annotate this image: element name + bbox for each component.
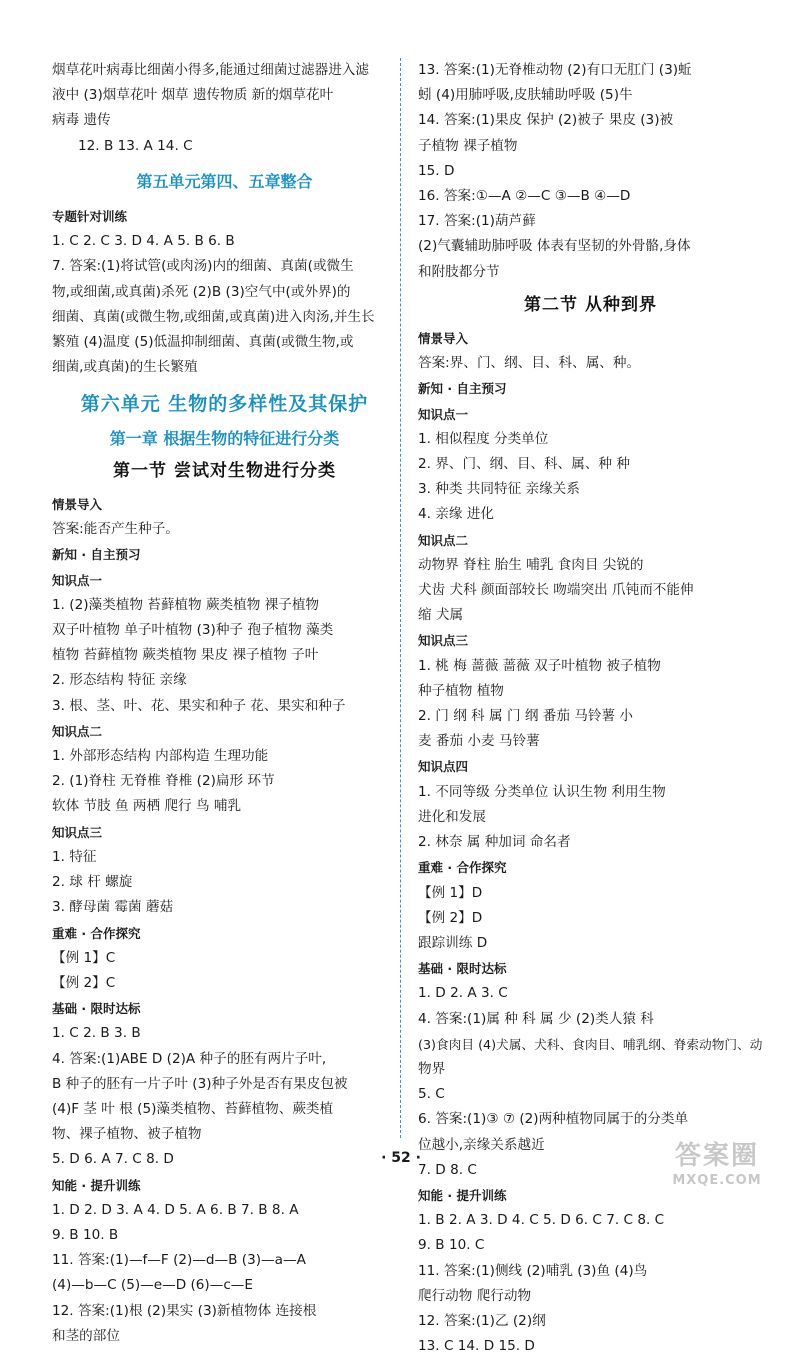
answer-line: B 种子的胚有一片子叶 (3)种子外是否有果皮包被 (52, 1075, 348, 1092)
unit-heading: 第六单元 生物的多样性及其保护 (80, 393, 369, 416)
answer-line: 3. 根、茎、叶、花、果实和种子 花、果实和种子 (52, 697, 346, 714)
answer-line: 【例 1】D (418, 884, 483, 901)
column-divider (400, 58, 401, 1138)
section-label: 知识点四 (418, 759, 469, 775)
answer-line: 爬行动物 爬行动物 (418, 1287, 532, 1304)
watermark-url: MXQE.COM (672, 1173, 762, 1188)
answer-line: 15. D (418, 162, 455, 179)
watermark-text: 答案圈 (674, 1141, 759, 1171)
answer-line: 13. 答案:(1)无脊椎动物 (2)有口无肛门 (3)蚯 (418, 62, 692, 78)
answer-line: 1. 特征 (52, 848, 97, 865)
answer-line: 【例 2】C (52, 974, 116, 991)
answer-line: 【例 2】D (418, 909, 483, 926)
answer-line: 双子叶植物 单子叶植物 (3)种子 孢子植物 藻类 (52, 622, 334, 639)
answer-line: 植物 苔藓植物 蕨类植物 果皮 裸子植物 子叶 (52, 647, 319, 664)
answer-line: 物界 (418, 1060, 446, 1077)
answer-line: 12. 答案:(1)乙 (2)纲 (418, 1312, 546, 1329)
section-label: 情景导入 (418, 331, 469, 347)
answer-line: 1. D 2. A 3. C (418, 985, 508, 1002)
answer-line: 2. 门 纲 科 属 门 纲 番茄 马铃薯 小 (418, 708, 633, 725)
answer-line: (4)—b—C (5)—e—D (6)—c—E (52, 1277, 253, 1294)
answer-line: 种子植物 植物 (418, 682, 504, 699)
section-label: 知识点一 (418, 406, 469, 422)
answer-line: 液中 (3)烟草花叶 烟草 遗传物质 新的烟草花叶 (52, 87, 334, 104)
answer-line: 9. B 10. C (418, 1237, 485, 1254)
section-label: 知识点一 (52, 572, 103, 588)
section-label: 新知 · 自主预习 (52, 547, 141, 563)
answer-line: 13. C 14. D 15. D (418, 1338, 535, 1355)
answer-line: 和茎的部位 (52, 1327, 120, 1344)
answer-line: 动物界 脊柱 胎生 哺乳 食肉目 尖锐的 (418, 556, 644, 573)
unit-heading: 第五单元第四、五章整合 (136, 171, 313, 191)
section-label: 专题针对训练 (52, 209, 128, 225)
section-label: 知识点二 (52, 723, 103, 739)
answer-line: 14. 答案:(1)果皮 保护 (2)被子 果皮 (3)被 (418, 112, 674, 129)
answer-line: 麦 番茄 小麦 马铃薯 (418, 733, 540, 750)
answer-line: 3. 种类 共同特征 亲缘关系 (418, 481, 580, 498)
answer-line: 进化和发展 (418, 808, 486, 825)
answer-line: 蚓 (4)用肺呼吸,皮肤辅助呼吸 (5)牛 (418, 87, 633, 104)
page-number: · 52 · (381, 1150, 421, 1166)
section-label: 知能 · 提升训练 (418, 1187, 507, 1203)
section-label: 重难 · 合作探究 (52, 925, 141, 941)
chapter-heading: 第一章 根据生物的特征进行分类 (109, 428, 340, 448)
answer-line: 1. C 2. B 3. B (52, 1025, 141, 1042)
watermark-logo (642, 1140, 792, 1196)
section-label: 新知 · 自主预习 (418, 381, 507, 397)
answer-line: 【例 1】C (52, 949, 116, 966)
answer-line: 物、裸子植物、被子植物 (52, 1126, 202, 1143)
answer-line: 答案:能否产生种子。 (52, 521, 179, 538)
answer-line: 烟草花叶病毒比细菌小得多,能通过细菌过滤器进入滤 (52, 62, 369, 78)
answer-line: 4. 答案:(1)属 种 科 属 少 (2)类人猿 科 (418, 1010, 654, 1027)
answer-line: 1. (2)藻类植物 苔藓植物 蕨类植物 裸子植物 (52, 596, 320, 613)
answer-line: 9. B 10. B (52, 1226, 119, 1243)
section-label: 基础 · 限时达标 (52, 1001, 141, 1017)
answer-line: 软体 节肢 鱼 两栖 爬行 鸟 哺乳 (52, 798, 242, 815)
answer-line: 7. D 8. C (418, 1161, 477, 1178)
answer-line: 细菌、真菌(或微生物,或细菌,或真菌)进入肉汤,并生长 (52, 308, 375, 325)
answer-line: 12. 答案:(1)根 (2)果实 (3)新植物体 连接根 (52, 1302, 317, 1319)
answer-line: 7. 答案:(1)将试管(或肉汤)内的细菌、真菌(或微生 (52, 258, 354, 275)
answer-line: 3. 酵母菌 霉菌 蘑菇 (52, 899, 174, 916)
answer-line: 12. B 13. A 14. C (78, 137, 193, 154)
answer-line: 子植物 裸子植物 (418, 137, 518, 154)
answer-line: 16. 答案:①—A ②—C ③—B ④—D (418, 188, 631, 205)
section-label: 基础 · 限时达标 (418, 961, 507, 977)
section-heading: 第一节 尝试对生物进行分类 (113, 460, 336, 481)
answer-line: 答案:界、门、纲、目、科、属、种。 (418, 355, 641, 372)
answer-line: 位越小,亲缘关系越近 (418, 1136, 545, 1153)
answer-line: 1. B 2. A 3. D 4. C 5. D 6. C 7. C 8. C (418, 1212, 665, 1229)
answer-line: 跟踪训练 D (418, 934, 488, 951)
answer-line: 1. D 2. D 3. A 4. D 5. A 6. B 7. B 8. A (52, 1201, 299, 1218)
answer-line: 2. 林奈 属 种加词 命名者 (418, 834, 571, 851)
answer-line: 物,或细菌,或真菌)杀死 (2)B (3)空气中(或外界)的 (52, 283, 351, 300)
section-label: 知识点三 (52, 824, 103, 840)
answer-line: 2. 球 杆 螺旋 (52, 874, 133, 891)
section-label: 知识点三 (418, 633, 469, 649)
answer-line: 1. 不同等级 分类单位 认识生物 利用生物 (418, 783, 666, 800)
answer-line: 2. 界、门、纲、目、科、属、种 种 (418, 456, 630, 473)
answer-line: 繁殖 (4)温度 (5)低温抑制细菌、真菌(或微生物,或 (52, 334, 354, 351)
answer-line: 1. C 2. C 3. D 4. A 5. B 6. B (52, 233, 235, 250)
answer-line: 犬齿 犬科 颜面部较长 吻端突出 爪钝而不能伸 (418, 582, 694, 599)
answer-line: 11. 答案:(1)—f—F (2)—d—B (3)—a—A (52, 1252, 306, 1269)
answer-line: 17. 答案:(1)葫芦藓 (418, 213, 536, 230)
answer-line: 1. 相似程度 分类单位 (418, 430, 549, 447)
answer-line: 缩 犬属 (418, 607, 464, 624)
answer-line: 2. 形态结构 特征 亲缘 (52, 672, 187, 689)
answer-line: 11. 答案:(1)侧线 (2)哺乳 (3)鱼 (4)鸟 (418, 1262, 648, 1279)
answer-line: 1. 桃 梅 蔷薇 蔷薇 双子叶植物 被子植物 (418, 657, 661, 674)
section-label: 知能 · 提升训练 (52, 1177, 141, 1193)
answer-line: 1. 外部形态结构 内部构造 生理功能 (52, 748, 269, 765)
answer-line: 和附肢都分节 (418, 263, 500, 280)
section-label: 情景导入 (52, 497, 103, 513)
section-heading: 第二节 从种到界 (524, 294, 657, 315)
answer-line: (2)气囊辅助肺呼吸 体表有坚韧的外骨骼,身体 (418, 238, 691, 255)
answer-line: 5. D 6. A 7. C 8. D (52, 1151, 174, 1168)
section-label: 知识点二 (418, 532, 469, 548)
answer-line: 6. 答案:(1)③ ⑦ (2)两种植物同属于的分类单 (418, 1111, 689, 1128)
answer-line: (3)食肉目 (4)犬属、犬科、食肉目、哺乳纲、脊索动物门、动 (418, 1036, 763, 1052)
answer-line: 4. 答案:(1)ABE D (2)A 种子的胚有两片子叶, (52, 1050, 327, 1067)
answer-line: 细菌,或真菌)的生长繁殖 (52, 359, 198, 376)
section-label: 重难 · 合作探究 (418, 860, 507, 876)
answer-line: (4)F 茎 叶 根 (5)藻类植物、苔藓植物、蕨类植 (52, 1100, 334, 1117)
answer-line: 5. C (418, 1086, 445, 1103)
answer-line: 2. (1)脊柱 无脊椎 脊椎 (2)扁形 环节 (52, 773, 275, 790)
answer-line: 4. 亲缘 进化 (418, 506, 494, 523)
answer-line: 病毒 遗传 (52, 112, 111, 129)
